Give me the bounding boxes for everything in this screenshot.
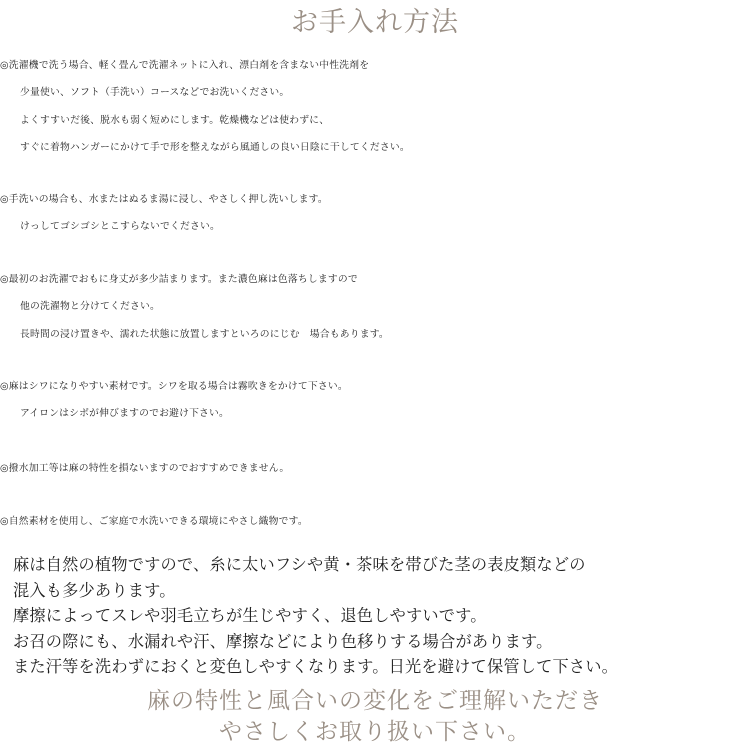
note-line: 混入も多少あります。: [13, 580, 176, 600]
care-section-natural-material: [0, 508, 750, 535]
section-line: 長時間の浸け置きや、濡れた状態に放置しますといろのにじむ 場合もあります。: [20, 328, 389, 340]
care-section-water-repellent: [0, 455, 750, 482]
care-section-washing-machine: [0, 52, 750, 162]
section-line: よくすすいだ後、脱水も弱く短めにします。乾燥機などは使わずに、: [20, 114, 330, 126]
closing-line-1: 麻の特性と風合いの変化をご理解いただき: [147, 688, 603, 714]
section-line: ◎最初のお洗濯でおもに身丈が多少詰まります。また濃色麻は色落ちしますので: [0, 274, 358, 285]
care-section-first-wash: [0, 266, 750, 348]
section-line: ◎手洗いの場合も、水またはぬるま湯に浸し、やさしく押し洗いします。: [0, 194, 328, 205]
page-title: お手入れ方法: [291, 7, 459, 38]
section-line: けっしてゴシゴシとこすらないでください。: [20, 221, 220, 233]
section-line: アイロンはシボが伸びますのでお避け下さい。: [20, 408, 230, 420]
note-line: 摩擦によってスレや羽毛立ちが生じやすく、退色しやすいです。: [13, 606, 487, 626]
note-line: お召の際にも、水漏れや汗、摩擦などにより色移りする場合があります。: [13, 631, 553, 651]
material-note: [13, 552, 618, 680]
section-line: 他の洗濯物と分けてください。: [20, 301, 160, 313]
section-line: すぐに着物ハンガーにかけて手で形を整えながら風通しの良い日陰に干してください。: [20, 142, 410, 154]
note-line: 麻は自然の植物ですので、糸に太いフシや黄・茶味を帯びた茎の表皮類などの: [13, 555, 586, 574]
closing-line-2: やさしくお取り扱い下さい。: [219, 719, 531, 745]
section-line: ◎自然素材を使用し、ご家庭で水洗いできる環境にやさし織物です。: [0, 516, 308, 527]
section-line: ◎麻はシワになりやすい素材です。シワを取る場合は霧吹きをかけて下さい。: [0, 381, 348, 392]
section-line: ◎洗濯機で洗う場合、軽く畳んで洗濯ネットに入れ、漂白剤を含まない中性洗剤を: [0, 60, 370, 71]
section-line: ◎撥水加工等は麻の特性を損ないますのでおすすめできません。: [0, 463, 290, 474]
note-line: また汗等を洗わずにおくと変色しやすくなります。日光を避けて保管して下さい。: [13, 657, 619, 677]
section-line: 少量使い、ソフト（手洗い）コースなどでお洗いください。: [20, 87, 290, 99]
care-section-hand-wash: [0, 186, 750, 241]
closing-message: [0, 686, 750, 748]
care-section-wrinkles: [0, 373, 750, 428]
